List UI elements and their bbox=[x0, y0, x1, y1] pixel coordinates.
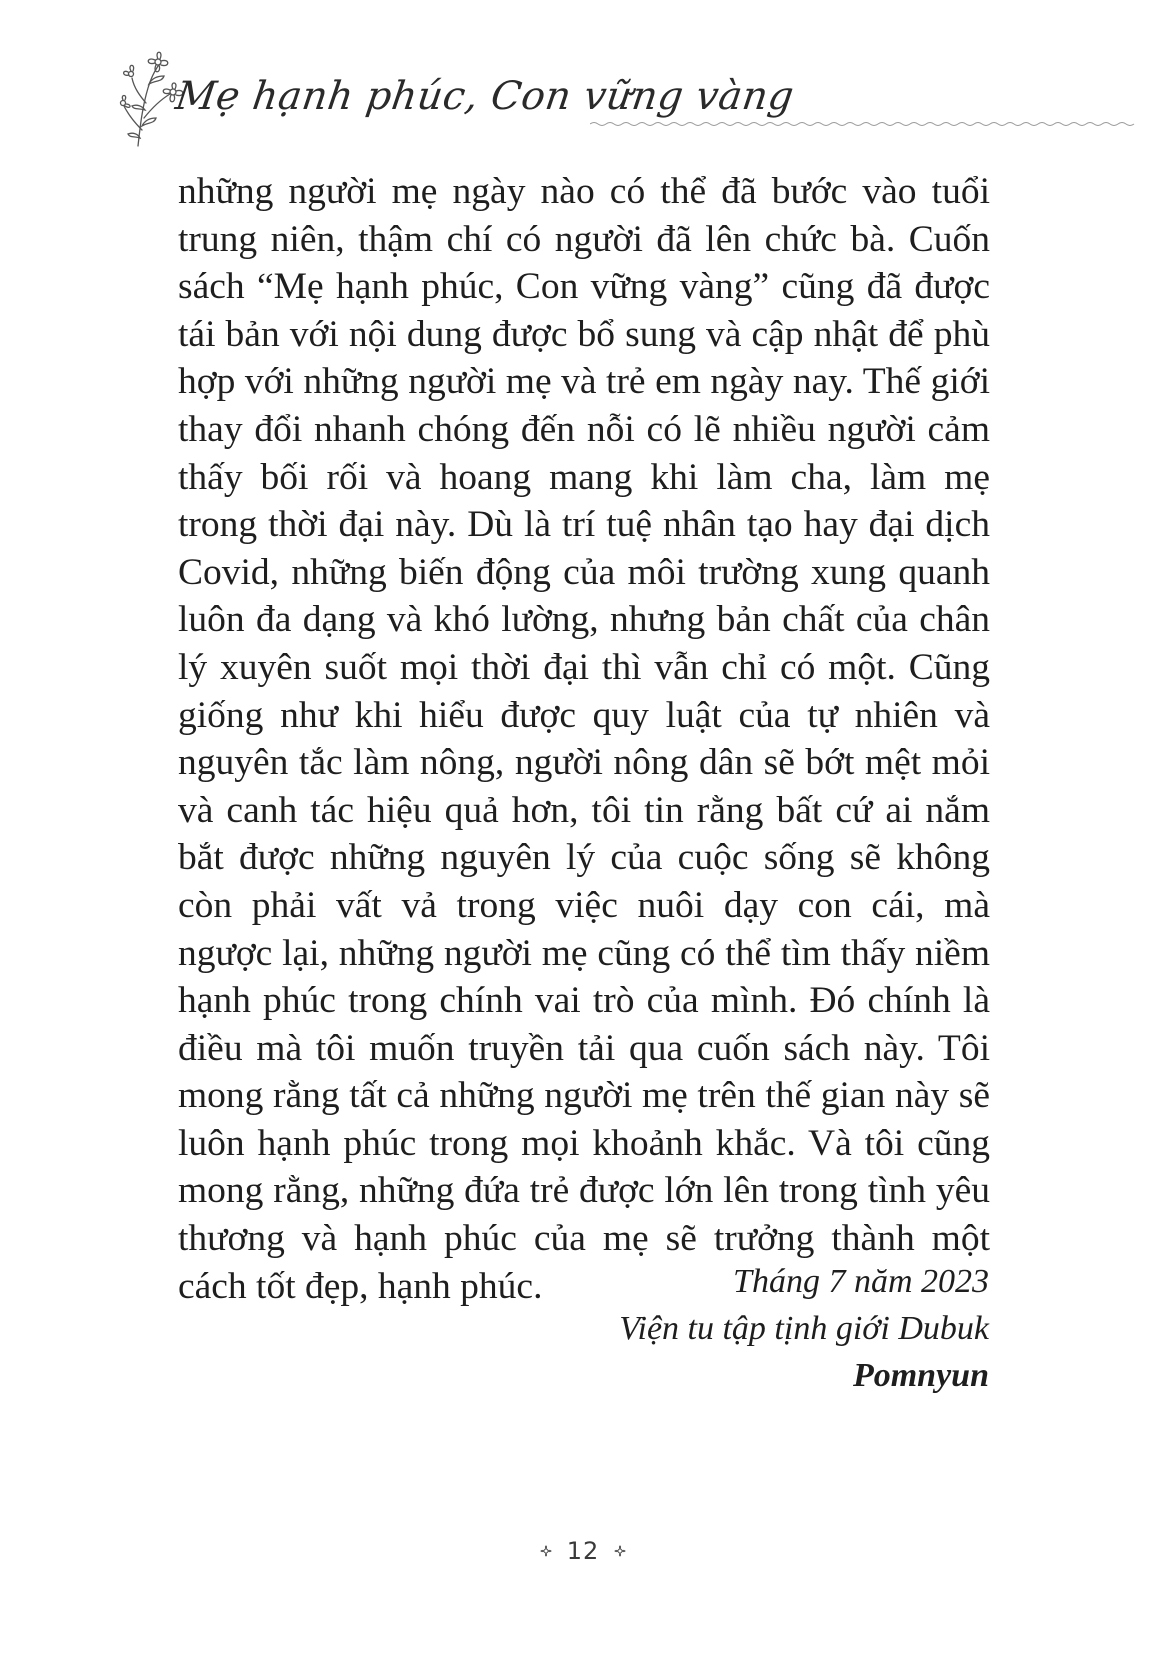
signature-date: Tháng 7 năm 2023 bbox=[733, 1263, 989, 1300]
running-title: Mẹ hạnh phúc, Con vững vàng bbox=[172, 74, 797, 119]
page-footer bbox=[0, 1536, 1166, 1565]
signature-author: Pomnyun bbox=[852, 1357, 989, 1394]
small-flower-icon bbox=[537, 1544, 555, 1558]
small-flower-icon-right bbox=[611, 1544, 629, 1558]
page-number: 12 bbox=[566, 1537, 600, 1565]
page-header bbox=[0, 0, 1166, 170]
signature-block bbox=[619, 1258, 989, 1399]
body-paragraph: những người mẹ ngày nào có thể đã bước vào tuổi trung niên, thậm chí có người đã lên chức bà. Cuốn sách “Mẹ hạnh phúc, Con vững vàng” cũng đã được tái bản với nội dung được bổ sung và cập nhật để phù hợp với những người mẹ và trẻ em ngày nay. Thế giới thay đổi nhanh chóng đến nỗi có lẽ nhiều người cảm thấy bối rối và hoang mang khi làm cha, làm mẹ trong thời đại này. Dù là trí tuệ nhân tạo hay đại dịch Covid, những biến động của môi trường xung quanh luôn đa dạng và khó lường, nhưng bản chất của chân lý xuyên suốt mọi thời đại thì vẫn chỉ có một. Cũng giống như khi hiểu được quy luật của tự nhiên và nguyên tắc làm nông, người nông dân sẽ bớt mệt mỏi và canh tác hiệu quả hơn, tôi tin rằng bất cứ ai nắm bắt được những nguyên lý của cuộc sống sẽ không còn phải vất vả trong việc nuôi dạy con cái, mà ngược lại, những người mẹ cũng có thể tìm thấy niềm hạnh phúc trong chính vai trò của mình. Đó chính là điều mà tôi muốn truyền tải qua cuốn sách này. Tôi mong rằng tất cả những người mẹ trên thế gian này sẽ luôn hạnh phúc trong mọi khoảnh khắc. Và tôi cũng mong rằng, những đứa trẻ được lớn lên trong tình yêu thương và hạnh phúc của mẹ sẽ trưởng thành một cách tốt đẹp, hạnh phúc. bbox=[178, 171, 990, 1307]
header-divider bbox=[590, 120, 1135, 128]
signature-place: Viện tu tập tịnh giới Dubuk bbox=[619, 1310, 989, 1347]
